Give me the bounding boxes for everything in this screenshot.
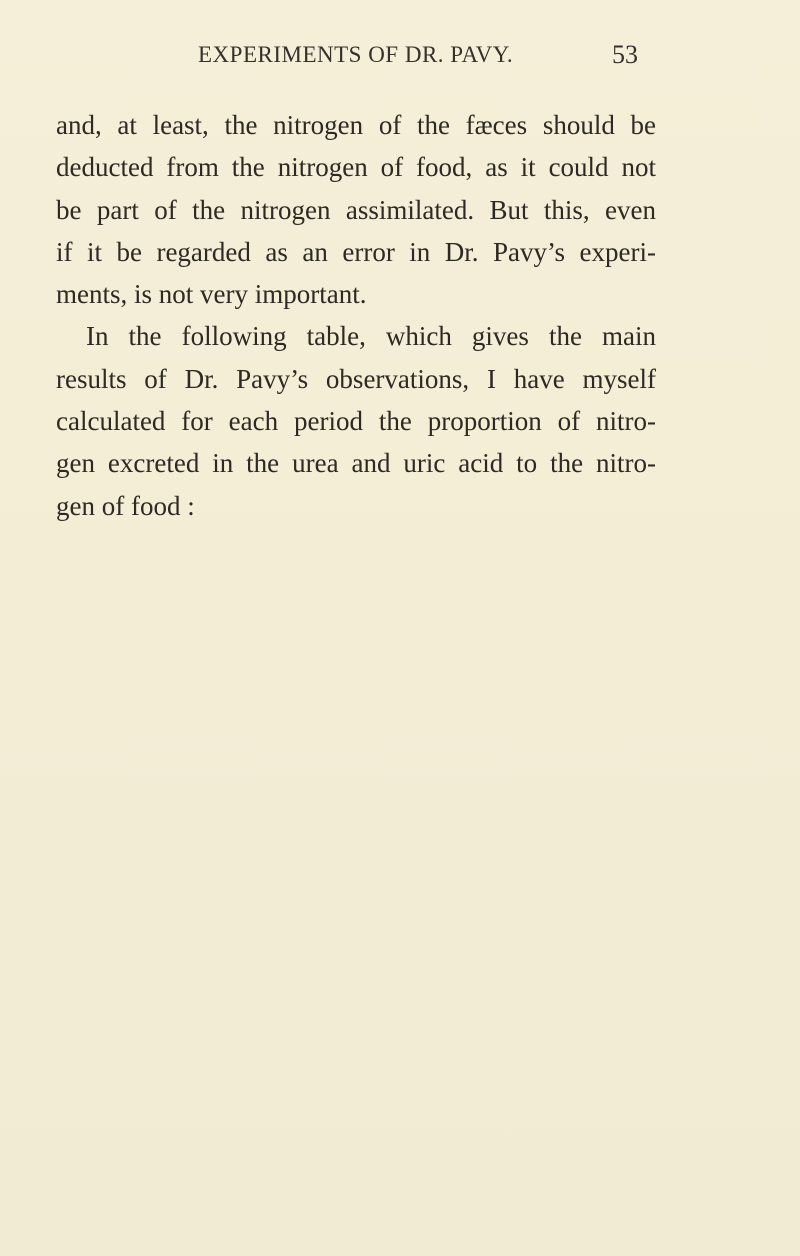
text-line: calculated for each period the proportion of nitro- <box>56 406 656 437</box>
running-title: EXPERIMENTS OF DR. PAVY. <box>198 42 514 67</box>
page-number: 53 <box>612 40 638 69</box>
text-line: if it be regarded as an error in Dr. Pavy’s experi- <box>56 236 656 267</box>
text-line: be part of the nitrogen assimilated. But this, even <box>56 194 656 225</box>
text-line: ments, is not very important. <box>56 279 367 310</box>
text-line: deducted from the nitrogen of food, as it could not <box>56 152 656 183</box>
text-line: In the following table, which gives the main <box>86 321 656 352</box>
text-line: gen of food : <box>56 490 195 521</box>
running-head <box>0 42 800 82</box>
body-text <box>56 104 656 527</box>
text-line: and, at least, the nitrogen of the fæces should be <box>56 110 656 140</box>
text-line: results of Dr. Pavy’s observations, I have myself <box>56 363 656 394</box>
text-line: gen excreted in the urea and uric acid to the nitro- <box>56 448 656 479</box>
